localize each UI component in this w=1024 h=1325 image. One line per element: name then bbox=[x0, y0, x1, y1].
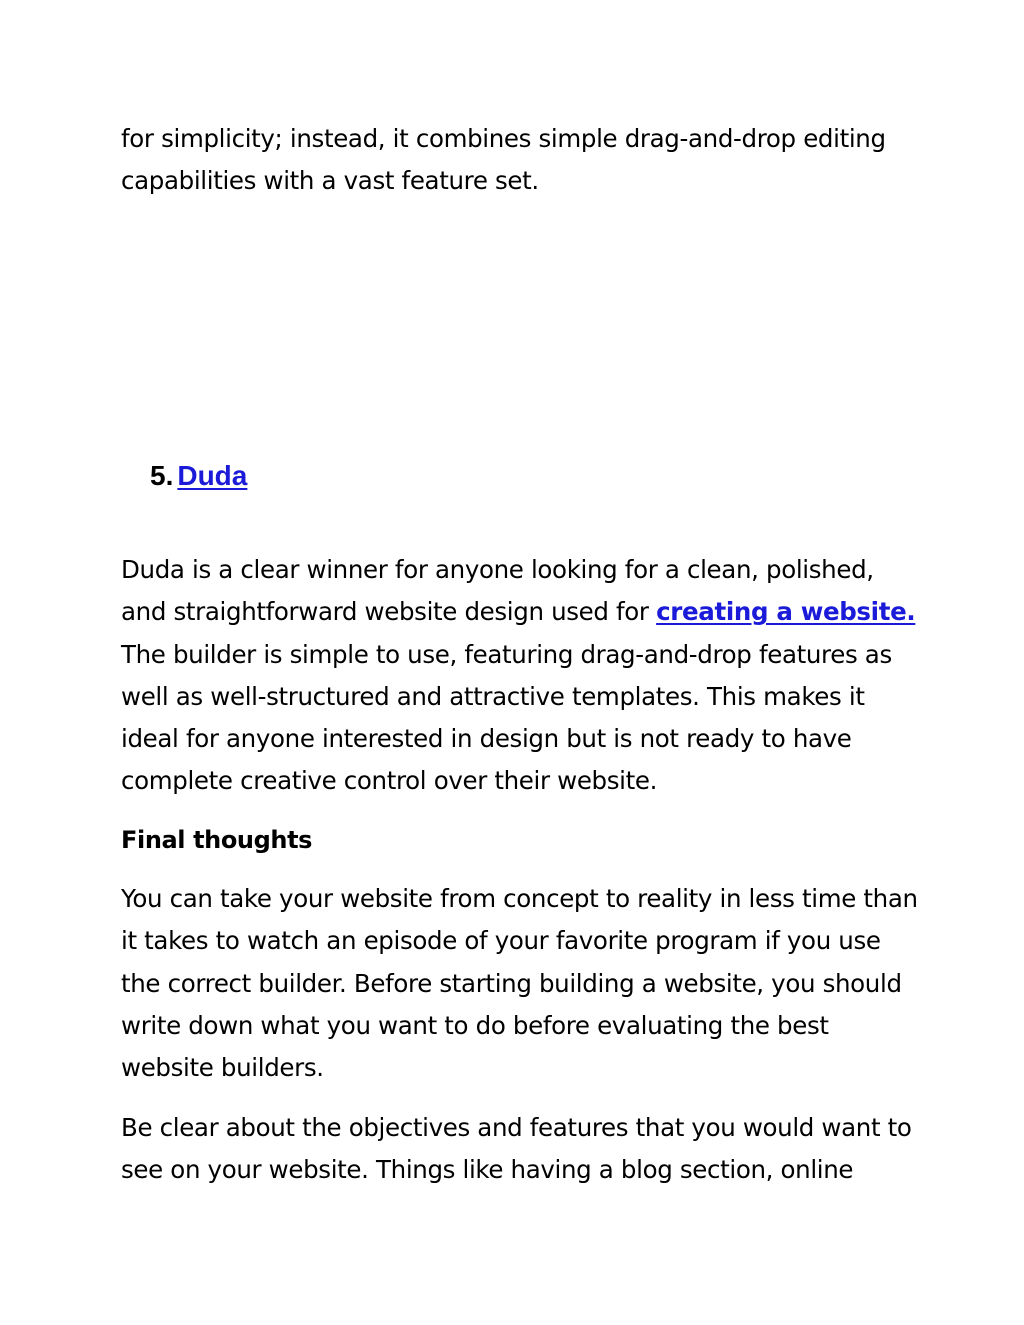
duda-text-after-link: The builder is simple to use, featuring drag-and-drop features as well as well-structured and attractive templates. This makes it ideal for anyone interested in design but is not ready to have complete creative control over their website. bbox=[121, 639, 892, 796]
section-heading-duda bbox=[150, 456, 247, 496]
duda-paragraph bbox=[121, 549, 921, 803]
creating-website-link[interactable]: creating a website. bbox=[656, 597, 916, 627]
intro-paragraph: for simplicity; instead, it combines simple drag-and-drop editing capabilities with a vast feature set. bbox=[121, 124, 886, 196]
duda-heading-link[interactable]: Duda bbox=[177, 460, 248, 491]
duda-text-before-link: Duda is a clear winner for anyone looking for a clean, polished, and straightforward website design used for bbox=[121, 555, 874, 627]
list-number: 5. bbox=[150, 460, 174, 491]
final-thoughts-paragraph: You can take your website from concept to reality in less time than it takes to watch an episode of your favorite program if you use the correct builder. Before starting building a website, you should write down what you want to do before evaluating the best website builders. bbox=[121, 884, 918, 1083]
final-thoughts-heading: Final thoughts bbox=[121, 826, 313, 854]
objectives-paragraph: Be clear about the objectives and features that you would want to see on your website. Things like having a blog section, online bbox=[121, 1113, 912, 1185]
